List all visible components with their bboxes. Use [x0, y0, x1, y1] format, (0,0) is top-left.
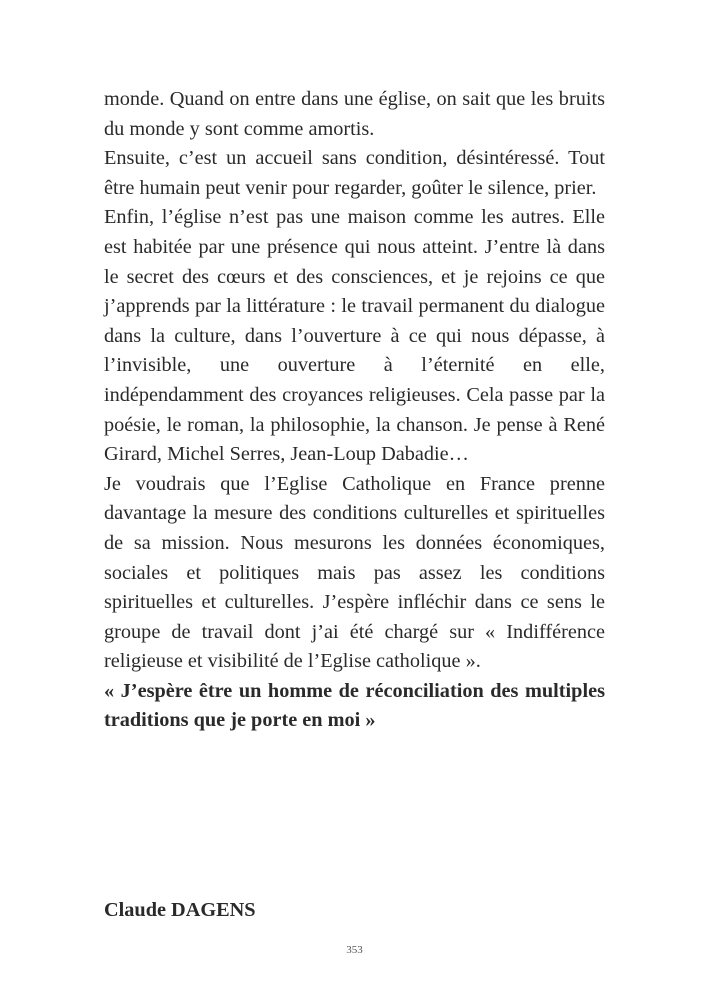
paragraph-4: Je voudrais que l’Eglise Catholique en France prenne davantage la mesure des conditions culturelles et spirituelles de sa mission. Nous mesurons les données économiques, sociales et politiques mais pas assez les conditions spirituelles et culturelles. J’espère infléchir dans ce sens le groupe de travail dont j’ai été chargé sur « Indifférence religieuse et visibilité de l’Eglise catholique ».	[104, 472, 605, 673]
page-number: 353	[346, 944, 363, 956]
pull-quote: « J’espère être un homme de réconciliation des multiples traditions que je porte en moi »	[104, 679, 605, 732]
paragraph-1: monde. Quand on entre dans une église, on sait que les bruits du monde y sont comme amortis.	[104, 88, 605, 140]
paragraph-2: Ensuite, c’est un accueil sans condition, désintéressé. Tout être humain peut venir pour regarder, goûter le silence, prier.	[104, 147, 605, 199]
author-name: Claude DAGENS	[104, 899, 256, 921]
page-body	[104, 85, 605, 736]
paragraph-3: Enfin, l’église n’est pas une maison comme les autres. Elle est habitée par une présence qui nous atteint. J’entre là dans le secret des cœurs et des consciences, et je rejoins ce que j’apprends par la littérature : le travail permanent du dialogue dans la culture, dans l’ouverture à ce qui nous dépasse, à l’invisible, une ouverture à l’éternité en elle, indépendamment des croyances religieuses. Cela passe par la poésie, le roman, la philosophie, la chanson. Je pense à René Girard, Michel Serres, Jean-Loup Dabadie…	[104, 206, 605, 466]
